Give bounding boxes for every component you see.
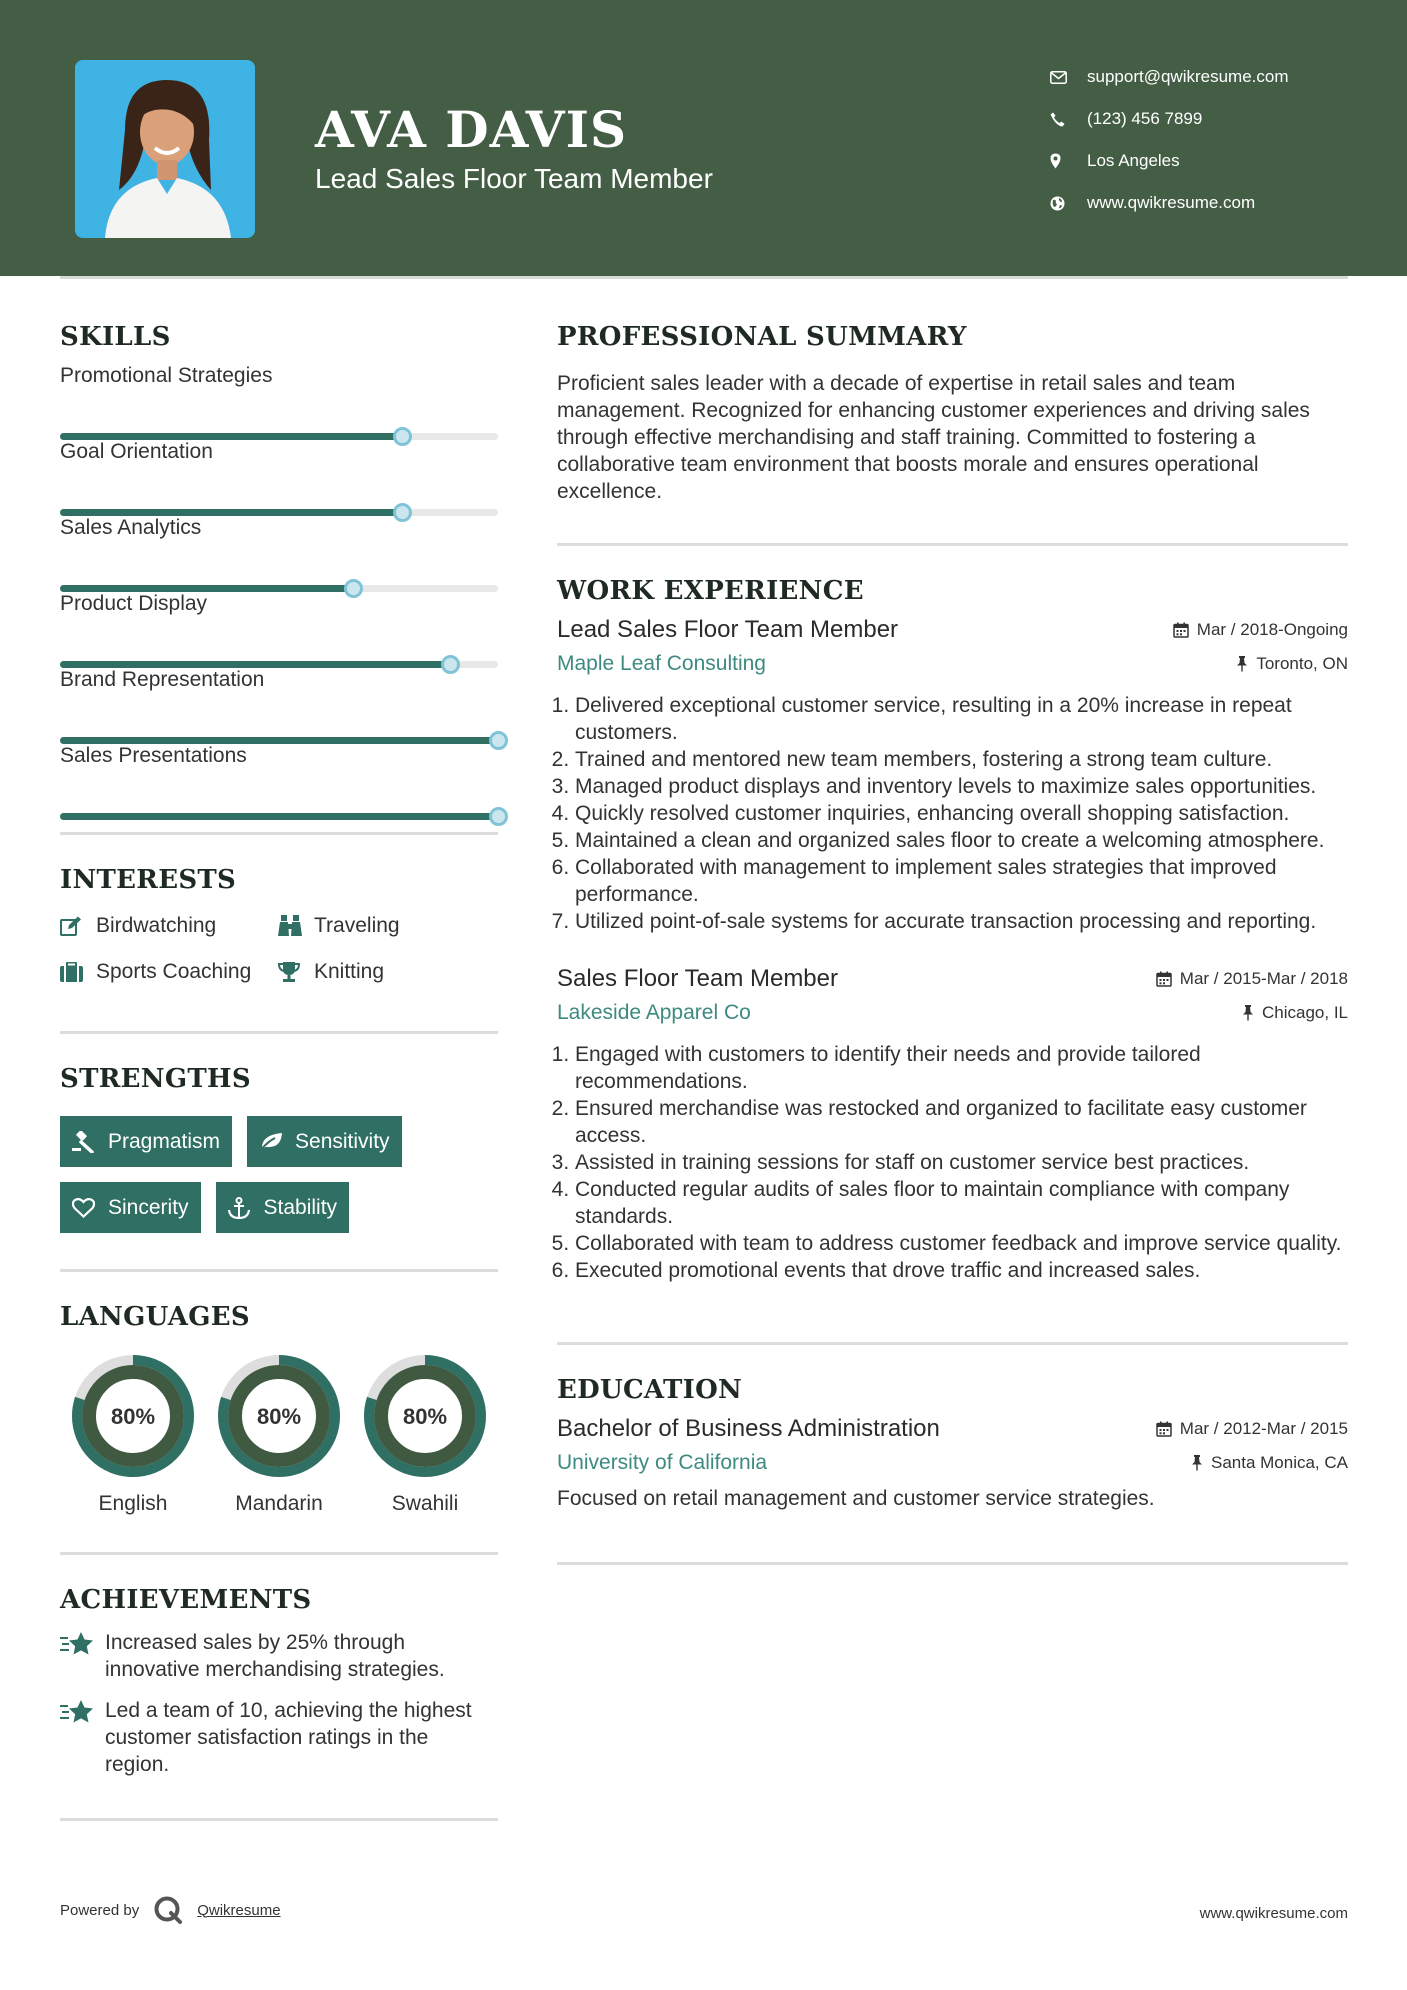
education-dates-text: Mar / 2012-Mar / 2015 bbox=[1179, 1419, 1348, 1438]
pushpin-icon bbox=[1236, 656, 1248, 672]
section-divider bbox=[60, 1269, 498, 1272]
duty-item: 1. Engaged with customers to identify their needs and provide tailored recommendations. bbox=[575, 1041, 1348, 1095]
right-column bbox=[557, 322, 1348, 1565]
strength-label: Sincerity bbox=[108, 1195, 189, 1219]
job-dates bbox=[1156, 969, 1348, 989]
education-dates bbox=[1156, 1419, 1348, 1439]
skill-item bbox=[60, 668, 498, 744]
education-location-text: Santa Monica, CA bbox=[1210, 1453, 1348, 1472]
strengths-title: STRENGTHS bbox=[60, 1064, 251, 1094]
skill-label: Goal Orientation bbox=[60, 440, 213, 463]
trophy-icon bbox=[278, 961, 314, 983]
section-divider bbox=[557, 543, 1348, 546]
strength-label: Sensitivity bbox=[295, 1129, 390, 1153]
strength-label: Stability bbox=[263, 1195, 338, 1219]
language-percent: 80% bbox=[402, 1404, 448, 1429]
duty-item: 7. Utilized point-of-sale systems for accurate transaction processing and reporting. bbox=[575, 908, 1348, 935]
job-dates bbox=[1173, 620, 1348, 640]
section-divider bbox=[60, 1031, 498, 1034]
globe-icon bbox=[1050, 196, 1087, 211]
language-item bbox=[60, 1354, 206, 1516]
map-pin-icon bbox=[1050, 153, 1087, 169]
job-dates-text: Mar / 2018-Ongoing bbox=[1196, 620, 1348, 639]
section-divider bbox=[60, 1552, 498, 1555]
duty-item: 5. Collaborated with team to address customer feedback and improve service quality. bbox=[575, 1230, 1348, 1257]
skill-label: Brand Representation bbox=[60, 668, 265, 691]
company-name: Lakeside Apparel Co bbox=[557, 1001, 751, 1024]
envelope-icon bbox=[1050, 71, 1087, 84]
contact-phone[interactable] bbox=[1050, 98, 1390, 140]
language-name: Mandarin bbox=[235, 1492, 323, 1515]
school-name: University of California bbox=[557, 1451, 768, 1474]
job-header bbox=[557, 965, 1348, 993]
job-entry bbox=[557, 965, 1348, 1284]
job-subheader bbox=[557, 1001, 1348, 1025]
job-location-text: Toronto, ON bbox=[1256, 654, 1348, 673]
job-title: Sales Floor Team Member bbox=[557, 965, 838, 992]
section-divider bbox=[60, 1818, 498, 1821]
gavel-icon bbox=[72, 1131, 108, 1153]
education-title: EDUCATION bbox=[557, 1375, 743, 1405]
languages-list bbox=[60, 1354, 498, 1516]
duty-item: 3. Assisted in training sessions for staff on customer service best practices. bbox=[575, 1149, 1348, 1176]
duty-item: 2. Trained and mentored new team members, fostering a strong team culture. bbox=[575, 746, 1348, 773]
job-header bbox=[557, 616, 1348, 644]
powered-by-text: Powered by bbox=[60, 1901, 140, 1919]
interest-item bbox=[60, 959, 278, 985]
education-entry bbox=[557, 1415, 1348, 1512]
profile-photo bbox=[75, 60, 255, 238]
contact-location bbox=[1050, 140, 1390, 182]
pushpin-icon bbox=[1191, 1455, 1203, 1471]
duty-item: 5. Maintained a clean and organized sales floor to create a welcoming atmosphere. bbox=[575, 827, 1348, 854]
language-ring bbox=[363, 1354, 487, 1478]
language-name: English bbox=[98, 1492, 168, 1515]
degree-title: Bachelor of Business Administration bbox=[557, 1415, 940, 1442]
education-header bbox=[557, 1415, 1348, 1443]
job-dates-text: Mar / 2015-Mar / 2018 bbox=[1179, 969, 1348, 988]
skill-label: Product Display bbox=[60, 592, 208, 615]
footer-url[interactable]: www.qwikresume.com bbox=[1199, 1905, 1348, 1922]
summary-text: Proficient sales leader with a decade of expertise in retail sales and team management. Recognized for enhancing customer experiences and driving sales through effective merchandising and staff training. Committed to fostering a collaborative team environment that boosts morale and ensures operational excellence. bbox=[557, 372, 1310, 503]
contact-email[interactable] bbox=[1050, 56, 1390, 98]
section-divider bbox=[557, 1562, 1348, 1565]
skill-item bbox=[60, 516, 498, 592]
language-percent: 80% bbox=[110, 1404, 156, 1429]
achievement-item bbox=[60, 1697, 498, 1778]
language-item bbox=[352, 1354, 498, 1516]
contact-website[interactable] bbox=[1050, 182, 1390, 224]
language-item bbox=[206, 1354, 352, 1516]
skills-list bbox=[60, 364, 498, 820]
section-divider bbox=[557, 1342, 1348, 1345]
interests-list bbox=[60, 913, 498, 985]
strength-label: Pragmatism bbox=[108, 1129, 221, 1153]
duty-item: 4. Conducted regular audits of sales floor to maintain compliance with company standards. bbox=[575, 1176, 1348, 1230]
achievements-title: ACHIEVEMENTS bbox=[60, 1585, 312, 1615]
skill-bar bbox=[60, 813, 498, 820]
job-duties bbox=[557, 692, 1348, 935]
interest-label: Sports Coaching bbox=[96, 960, 252, 983]
contact-website-text: www.qwikresume.com bbox=[1087, 193, 1256, 212]
section-divider bbox=[60, 832, 498, 835]
job-location bbox=[1236, 654, 1348, 674]
duty-item: 3. Managed product displays and inventory levels to maximize sales opportunities. bbox=[575, 773, 1348, 800]
job-duties bbox=[557, 1041, 1348, 1284]
language-percent: 80% bbox=[256, 1404, 302, 1429]
pushpin-icon bbox=[1242, 1005, 1254, 1021]
phone-icon bbox=[1050, 112, 1087, 127]
interests-title: INTERESTS bbox=[60, 865, 237, 895]
interest-item bbox=[278, 959, 498, 985]
job-location-text: Chicago, IL bbox=[1262, 1003, 1348, 1022]
duty-item: 2. Ensured merchandise was restocked and organized to facilitate easy customer access. bbox=[575, 1095, 1348, 1149]
interest-label: Traveling bbox=[314, 914, 400, 937]
briefcase-icon bbox=[60, 962, 96, 982]
strengths-list bbox=[60, 1116, 498, 1233]
skill-item bbox=[60, 364, 498, 440]
calendar-icon bbox=[1173, 622, 1189, 638]
language-ring bbox=[71, 1354, 195, 1478]
duty-item: 6. Executed promotional events that drove traffic and increased sales. bbox=[575, 1257, 1348, 1284]
language-ring bbox=[217, 1354, 341, 1478]
candidate-name: AVA DAVIS bbox=[315, 100, 628, 159]
education-description: Focused on retail management and customer service strategies. bbox=[557, 1487, 1155, 1510]
education-subheader bbox=[557, 1451, 1348, 1475]
pencil-square-icon bbox=[60, 916, 96, 936]
skill-item bbox=[60, 440, 498, 516]
duty-item: 6. Collaborated with management to implement sales strategies that improved performance. bbox=[575, 854, 1348, 908]
contact-email-text: support@qwikresume.com bbox=[1087, 67, 1289, 86]
resume-header bbox=[0, 0, 1407, 276]
interest-label: Knitting bbox=[314, 960, 385, 983]
skill-label: Sales Presentations bbox=[60, 744, 247, 767]
skill-bar-fill bbox=[60, 813, 498, 820]
language-name: Swahili bbox=[391, 1492, 459, 1515]
qwikresume-link[interactable]: Qwikresume bbox=[197, 1901, 281, 1919]
experience-title: WORK EXPERIENCE bbox=[557, 576, 864, 606]
strength-tag bbox=[60, 1116, 232, 1167]
star-icon bbox=[60, 1629, 105, 1683]
achievement-item bbox=[60, 1629, 498, 1683]
achievements-list bbox=[60, 1629, 498, 1778]
interest-item bbox=[278, 913, 498, 939]
header-divider bbox=[60, 276, 1348, 279]
skill-bar-knob bbox=[489, 807, 508, 826]
calendar-icon bbox=[1156, 971, 1172, 987]
star-icon bbox=[60, 1697, 105, 1778]
strength-tag bbox=[216, 1182, 350, 1233]
left-column bbox=[60, 322, 498, 1821]
binoculars-icon bbox=[278, 915, 314, 937]
interest-label: Birdwatching bbox=[96, 914, 217, 937]
qwikresume-logo-icon bbox=[153, 1895, 183, 1925]
skills-title: SKILLS bbox=[60, 322, 171, 352]
contact-location-text: Los Angeles bbox=[1087, 151, 1180, 170]
heart-icon bbox=[72, 1198, 108, 1218]
skill-item bbox=[60, 592, 498, 668]
job-subheader bbox=[557, 652, 1348, 676]
summary-title: PROFESSIONAL SUMMARY bbox=[557, 322, 967, 352]
interest-item bbox=[60, 913, 278, 939]
education-location bbox=[1191, 1453, 1348, 1473]
leaf-icon bbox=[259, 1132, 295, 1152]
calendar-icon bbox=[1156, 1421, 1172, 1437]
footer-powered-by bbox=[60, 1895, 281, 1925]
job-location bbox=[1242, 1003, 1348, 1023]
languages-title: LANGUAGES bbox=[60, 1302, 250, 1332]
skill-label: Sales Analytics bbox=[60, 516, 202, 539]
skill-item bbox=[60, 744, 498, 820]
anchor-icon bbox=[228, 1197, 264, 1219]
skill-label: Promotional Strategies bbox=[60, 364, 273, 387]
duty-item: 1. Delivered exceptional customer service, resulting in a 20% increase in repeat customers. bbox=[575, 692, 1348, 746]
duty-item: 4. Quickly resolved customer inquiries, enhancing overall shopping satisfaction. bbox=[575, 800, 1348, 827]
achievement-text: Increased sales by 25% through innovative merchandising strategies. bbox=[105, 1631, 445, 1681]
contact-phone-text: (123) 456 7899 bbox=[1087, 109, 1203, 128]
job-title: Lead Sales Floor Team Member bbox=[557, 616, 899, 643]
company-name: Maple Leaf Consulting bbox=[557, 652, 766, 675]
contact-list bbox=[1050, 56, 1390, 224]
candidate-role: Lead Sales Floor Team Member bbox=[315, 163, 713, 194]
strength-tag bbox=[60, 1182, 201, 1233]
job-entry bbox=[557, 616, 1348, 935]
person-portrait-icon bbox=[75, 60, 255, 238]
achievement-text: Led a team of 10, achieving the highest customer satisfaction ratings in the region. bbox=[105, 1699, 472, 1776]
strength-tag bbox=[247, 1116, 402, 1167]
